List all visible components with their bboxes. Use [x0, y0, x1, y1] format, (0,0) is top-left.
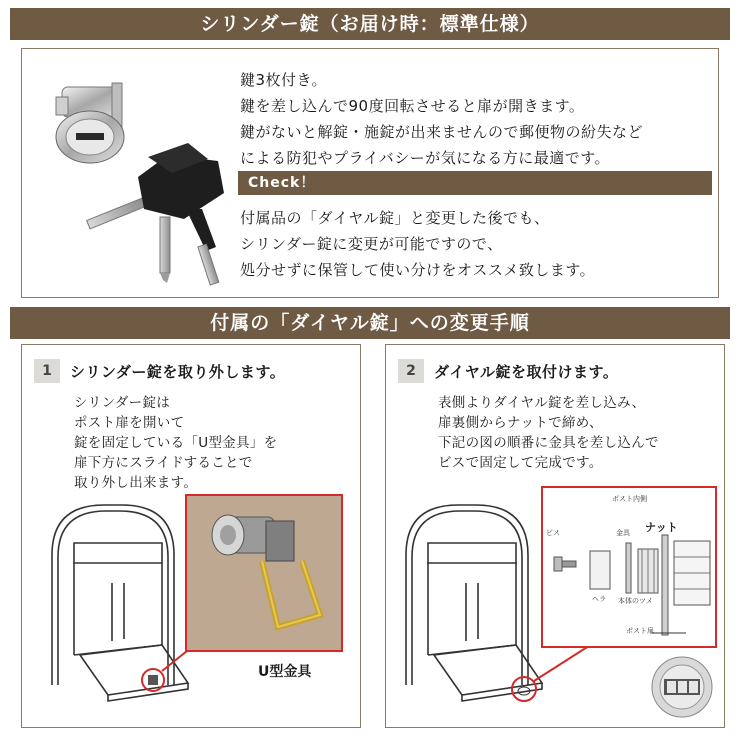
intro-text — [240, 67, 643, 171]
check-line: 処分せずに保管して使い分けをオススメ致します。 — [240, 261, 596, 279]
step-1-line: 錠を固定している「U型金具」を — [74, 435, 278, 451]
step-1-header — [34, 359, 285, 383]
step-2-text — [438, 393, 659, 473]
step-1-text — [74, 393, 277, 493]
step-2-number: 2 — [398, 359, 424, 383]
cylinder-lock-and-keys-image — [42, 59, 232, 289]
intro-line: 鍵を差し込んで90度回転させると扉が開きます。 — [240, 97, 585, 115]
check-line: 付属品の「ダイヤル錠」と変更した後でも、 — [240, 209, 550, 227]
step-1-title: シリンダー錠を取り外します。 — [70, 362, 286, 381]
dial-lock-procedure-banner: 付属の「ダイヤル錠」への変更手順 — [10, 307, 730, 339]
check-line: シリンダー錠に変更が可能ですので、 — [240, 235, 503, 253]
intro-line: 鍵3枚付き。 — [240, 71, 327, 89]
cylinder-lock-banner: シリンダー錠（お届け時：標準仕様） — [10, 8, 730, 40]
step-2-line: ビスで固定して完成です。 — [438, 455, 603, 471]
step-2-title: ダイヤル錠を取付けます。 — [434, 362, 619, 381]
check-label: Check！ — [238, 171, 712, 195]
step-1-line: シリンダー錠は — [74, 395, 171, 411]
diagram-inner-label: ポスト内側 — [612, 495, 647, 503]
step-1-line: ポスト扉を開いて — [74, 415, 185, 431]
diagram-tab-label: ヘラ — [592, 595, 606, 603]
step-2-line: 扉裏側からナットで締め、 — [438, 415, 603, 431]
step-1-box — [21, 344, 361, 728]
intro-line: による防犯やプライバシーが気になる方に最適です。 — [240, 149, 611, 167]
diagram-bracket-label: 金具 — [616, 529, 630, 537]
check-text — [240, 205, 595, 283]
cylinder-lock-panel — [21, 48, 719, 298]
u-bracket-label: U型金具 — [258, 664, 312, 680]
nut-label: ナット — [645, 521, 678, 534]
step-1-line: 取り外し出来ます。 — [74, 475, 198, 491]
step-2-line: 下記の図の順番に金具を差し込んで — [438, 435, 659, 451]
intro-line: 鍵がないと解錠・施錠が出来ませんので郵便物の紛失など — [240, 123, 644, 141]
step-2-box — [385, 344, 725, 728]
diagram-door-label: ポスト扉 — [626, 627, 654, 635]
diagram-claw-label: 本体のツメ — [618, 597, 653, 605]
step-1-line: 扉下方にスライドすることで — [74, 455, 253, 471]
step-2-header — [398, 359, 618, 383]
step-1-number: 1 — [34, 359, 60, 383]
diagram-screw-label: ビス — [546, 529, 560, 537]
step-2-line: 表側よりダイヤル錠を差し込み、 — [438, 395, 646, 411]
